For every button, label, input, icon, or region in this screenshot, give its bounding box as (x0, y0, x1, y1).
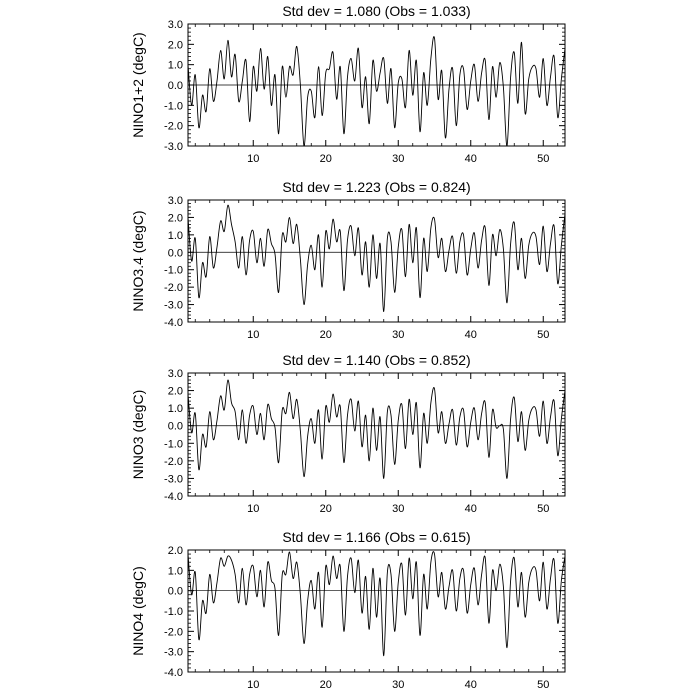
x-tick-label: 30 (392, 679, 405, 691)
series-line (188, 552, 565, 656)
panel-title: Std dev = 1.223 (Obs = 0.824) (282, 179, 471, 195)
x-tick-label: 30 (392, 503, 405, 515)
y-tick-label: 2.0 (167, 385, 183, 398)
y-tick-label: -3.0 (164, 646, 183, 659)
panel-title: Std dev = 1.140 (Obs = 0.852) (282, 352, 471, 368)
y-tick-label: 3.0 (167, 195, 183, 207)
series-line (188, 380, 565, 479)
series-line (188, 37, 565, 146)
x-tick-label: 30 (392, 153, 405, 165)
y-tick-label: -4.0 (164, 491, 183, 503)
y-tick-label: -1.0 (164, 264, 183, 277)
y-tick-label: 1.0 (167, 229, 183, 242)
panel-nino12 (130, 3, 565, 165)
y-tick-label: 0.0 (167, 585, 183, 598)
y-tick-label: 2.0 (167, 212, 183, 225)
y-axis-label: NINO1+2 (degC) (130, 32, 146, 138)
y-tick-label: 1.0 (167, 403, 183, 416)
panel-nino3 (130, 352, 565, 515)
y-tick-label: -1.0 (164, 606, 183, 618)
y-axis-label: NINO4 (degC) (130, 566, 146, 656)
y-tick-label: -2.0 (164, 120, 183, 133)
x-tick-label: 40 (464, 329, 477, 341)
panel-title: Std dev = 1.166 (Obs = 0.615) (282, 529, 471, 545)
y-tick-label: -3.0 (164, 473, 183, 486)
x-tick-label: 40 (464, 503, 477, 515)
x-tick-label: 20 (319, 329, 332, 341)
y-tick-label: 1.0 (167, 565, 183, 578)
x-tick-label: 40 (464, 153, 477, 165)
panel-nino4 (130, 529, 565, 691)
y-tick-label: -3.0 (164, 141, 183, 153)
x-tick-label: 20 (319, 679, 332, 691)
x-tick-label: 10 (247, 503, 260, 515)
y-tick-label: -4.0 (164, 317, 183, 329)
y-tick-label: -1.0 (164, 438, 183, 451)
y-tick-label: 0.0 (167, 80, 183, 92)
y-tick-label: 3.0 (167, 19, 183, 31)
y-axis-label: NINO3 (degC) (130, 389, 146, 480)
x-tick-label: 50 (537, 153, 550, 165)
y-tick-label: 0.0 (167, 247, 183, 260)
x-tick-label: 50 (537, 329, 550, 341)
x-tick-label: 50 (537, 503, 550, 515)
x-tick-label: 10 (247, 329, 260, 341)
y-tick-label: 3.0 (167, 368, 183, 380)
x-tick-label: 30 (392, 329, 405, 341)
y-tick-label: -1.0 (164, 100, 183, 113)
y-tick-label: -2.0 (164, 455, 183, 468)
y-tick-label: -3.0 (164, 299, 183, 312)
panel-title: Std dev = 1.080 (Obs = 1.033) (282, 3, 471, 19)
y-tick-label: -2.0 (164, 626, 183, 639)
y-tick-label: 2.0 (167, 39, 183, 52)
x-tick-label: 50 (537, 679, 550, 691)
series-line (188, 205, 565, 311)
x-tick-label: 10 (247, 679, 260, 691)
x-tick-label: 20 (319, 153, 332, 165)
y-tick-label: -4.0 (164, 667, 183, 679)
y-tick-label: 2.0 (167, 545, 183, 557)
y-tick-label: 1.0 (167, 59, 183, 72)
y-tick-label: -2.0 (164, 282, 183, 295)
y-tick-label: 0.0 (167, 420, 183, 433)
y-axis-label: NINO3.4 (degC) (130, 210, 146, 312)
x-tick-label: 20 (319, 503, 332, 515)
x-tick-label: 40 (464, 679, 477, 691)
panel-nino34 (130, 179, 565, 341)
x-tick-label: 10 (247, 153, 260, 165)
plot-frame (188, 550, 565, 672)
